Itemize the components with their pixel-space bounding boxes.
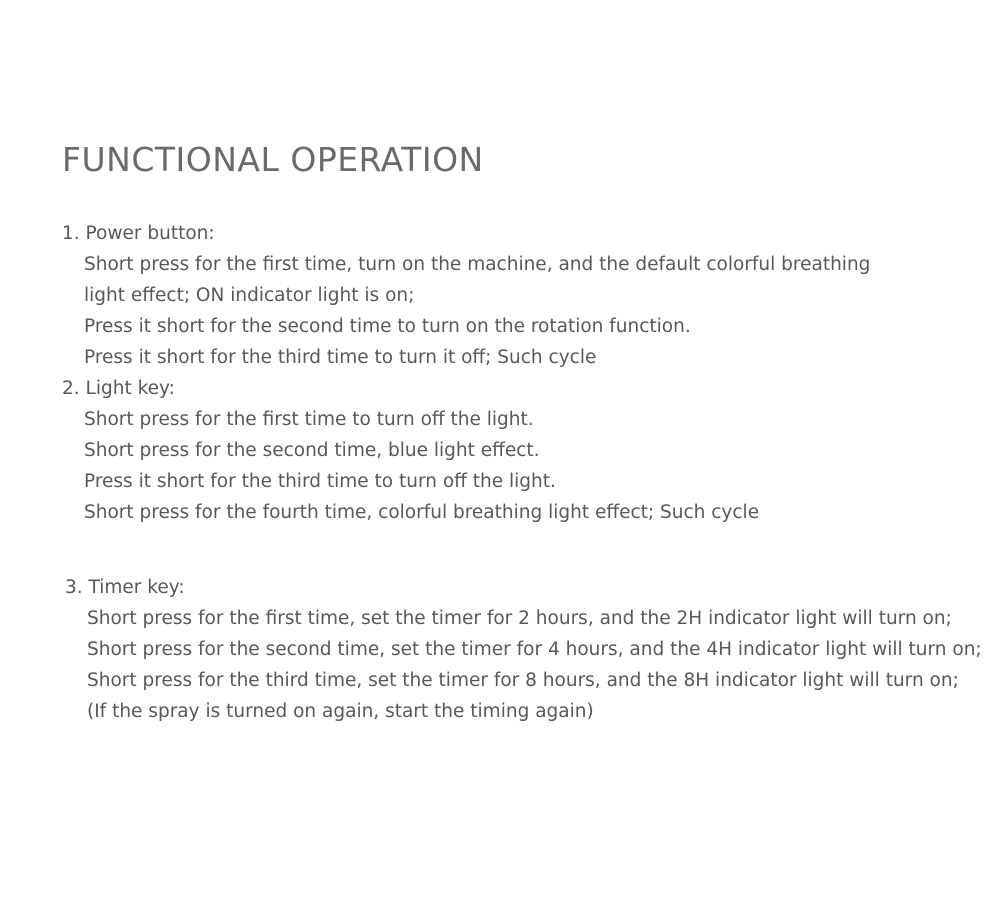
section-line: Short press for the first time, set the timer for 2 hours, and the 2H indicator light will turn on; [87, 608, 952, 629]
section-line: Short press for the first time to turn off the light. [84, 409, 534, 430]
section-line: light effect; ON indicator light is on; [84, 285, 415, 306]
section-line: Press it short for the third time to turn it off; Such cycle [84, 347, 597, 368]
section-line: Short press for the second time, set the timer for 4 hours, and the 4H indicator light will turn on; [87, 639, 982, 660]
section-line: Short press for the first time, turn on the machine, and the default colorful breathing [84, 254, 871, 275]
section-lines [62, 603, 982, 727]
section-spacer [62, 528, 962, 572]
section-timer-key [62, 572, 982, 727]
page-title: FUNCTIONAL OPERATION [62, 140, 484, 179]
section-heading: 1. Power button: [62, 223, 215, 244]
section-line: Press it short for the second time to turn on the rotation function. [84, 316, 691, 337]
section-power-button [62, 218, 962, 373]
section-lines [62, 404, 962, 528]
section-heading: 3. Timer key: [65, 577, 185, 598]
section-light-key [62, 373, 962, 528]
document-body [62, 218, 982, 727]
section-line: Press it short for the third time to turn off the light. [84, 471, 556, 492]
section-line: Short press for the third time, set the timer for 8 hours, and the 8H indicator light will turn on; [87, 670, 959, 691]
section-line: (If the spray is turned on again, start the timing again) [87, 701, 594, 722]
section-heading: 2. Light key: [62, 378, 175, 399]
section-line: Short press for the second time, blue light effect. [84, 440, 540, 461]
section-lines [62, 249, 962, 373]
section-line: Short press for the fourth time, colorful breathing light effect; Such cycle [84, 502, 760, 523]
